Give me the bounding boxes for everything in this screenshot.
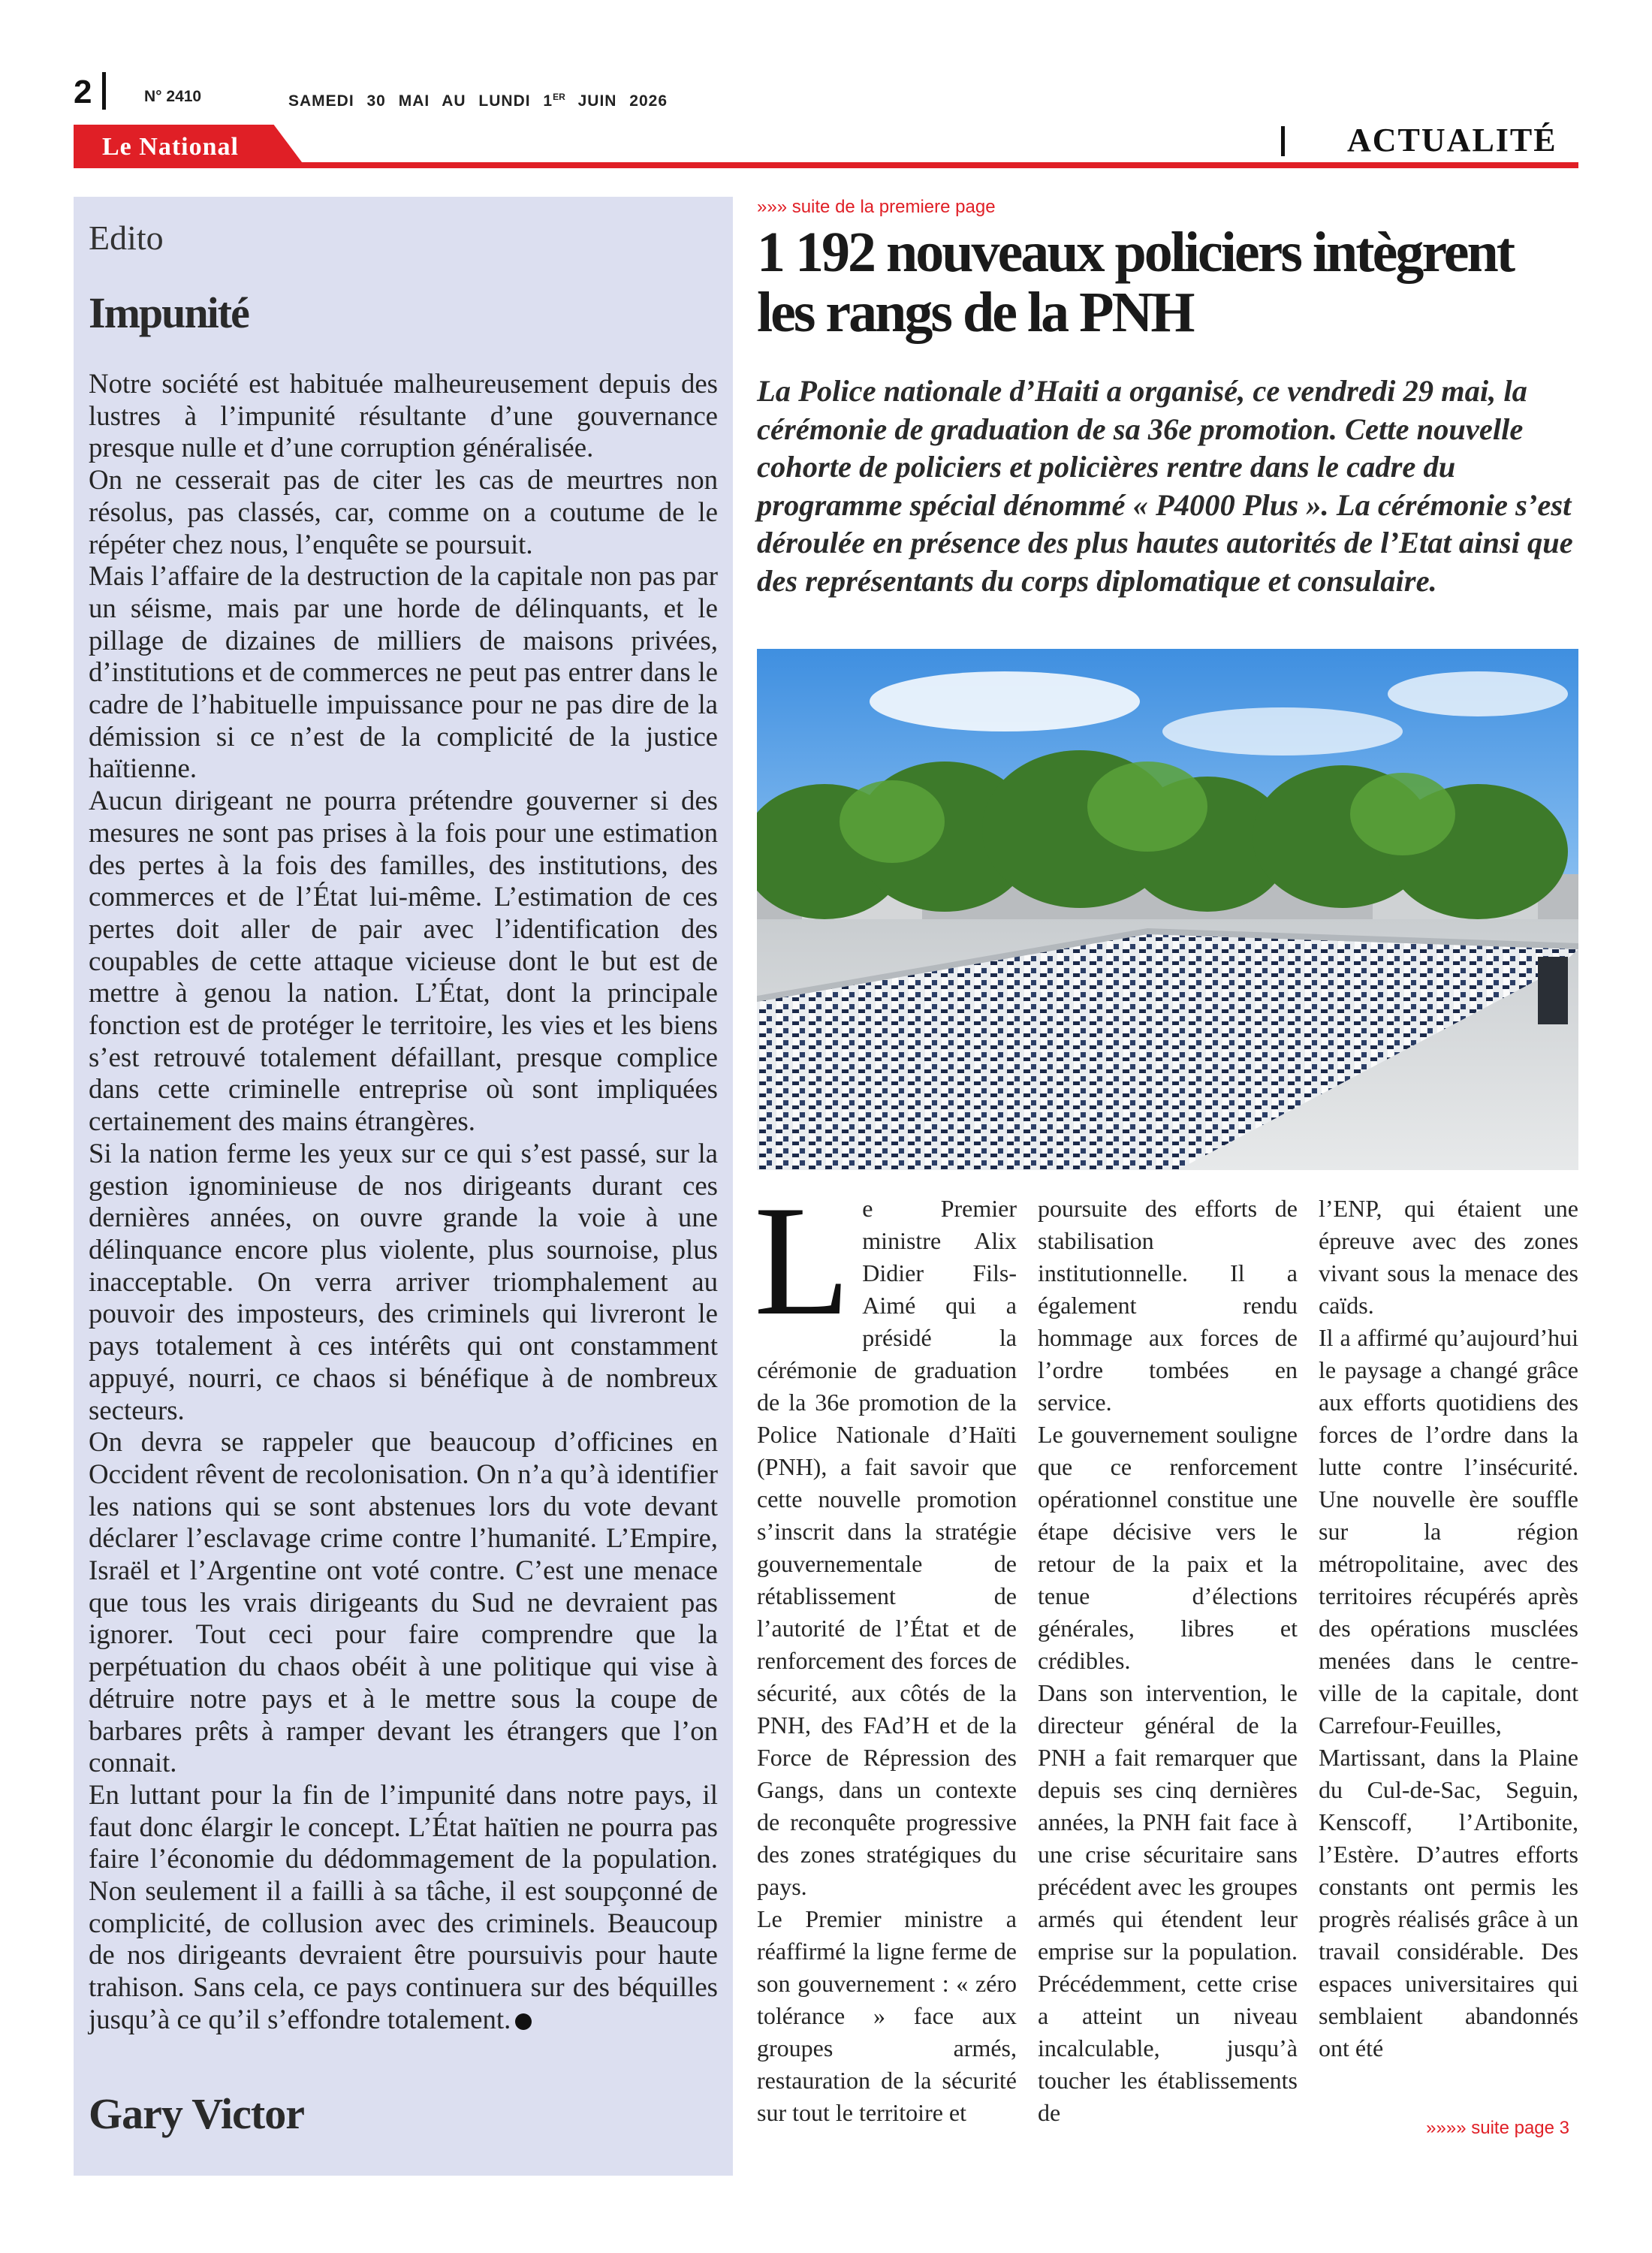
edito-kicker: Edito xyxy=(89,219,164,257)
edito-body xyxy=(89,368,718,2036)
article-paragraph: Dans son intervention, le directeur général de la PNH a fait remarquer que depuis ses cinq dernières années, la PNH fait face à une crise sécuritaire sans précédent avec les groupes armés qui étendent leur emprise sur la population. Précédemment, cette crise a atteint un niveau incalculable, jusqu’à toucher les établissements de xyxy=(1038,1679,1298,2126)
issue-date xyxy=(288,87,668,111)
continued-from-link[interactable]: »»» suite de la premiere page xyxy=(757,197,996,217)
edito-paragraph-text: En luttant pour la fin de l’impunité dans notre pays, il faut donc élargir le concept. L’État haïtien ne pourra pas faire l’économie du dédommagement de la population. Non seulement il a failli à sa tâche, il est soupçonné de complicité, de collusion avec des criminels. Beaucoup de nos dirigeants devraient être poursuivis pour haute trahison. Sans cela, ce pays continuera sur des béquilles jusqu’à ce qu’il s’effondre totalement. xyxy=(89,1778,718,2034)
edito-paragraph: Aucun dirigeant ne pourra prétendre gouverner si des mesures ne sont pas prises à la fois pour une estimation des pertes à la fois des familles, des institutions, des commerces et de l’État lui-même. L’estimation de ces pertes doit aller de pair avec l’identification des coupables de cette attaque vicieuse dont le but est de mettre à genou la nation. L’État, dont la principale fonction est de protéger le territoire, les vies et les biens s’est retrouvé totalement défaillant, presque complice dans cette criminelle entreprise où sont impliquées certainement des mains étrangères. xyxy=(89,785,718,1137)
issue-date-end: JUIN 2026 xyxy=(565,92,668,110)
issue-number: N° 2410 xyxy=(144,88,202,105)
drop-cap: L xyxy=(754,1174,851,1348)
article-headline: 1 192 nouveaux policiers intègrent les rangs de la PNH xyxy=(757,221,1514,344)
article-paragraph: e Premier ministre Alix Didier Fils-Aimé qui a présidé la cérémonie de graduation de la 36e promotion de la Police Nationale d’Haïti (PNH), a fait savoir que cette nouvelle promotion s’inscrit dans la stratégie gouvernementale de rétablissement de l’autorité de l’État et de renforcement des forces de sécurité, aux côtés de la PNH, des FAd’H et de la Force de Répression des Gangs, dans un contexte de reconquête progressive des zones stratégiques du pays. xyxy=(757,1195,1017,1900)
edito-paragraph: Notre société est habituée malheureusement depuis des lustres à l’impunité résultante d’une gouvernance presque nulle et d’une corruption généralisée. xyxy=(89,368,718,463)
article-column-2 xyxy=(1038,1193,1298,2129)
article-lead: La Police nationale d’Haiti a organisé, ce vendredi 29 mai, la cérémonie de graduation de sa 36e promotion. Cette nouvelle cohorte de policiers et policières rentre dans le cadre du programme spécial dénommé « P4000 Plus ». La cérémonie s’est déroulée en présence des plus hautes autorités de l’Etat ainsi que des représentants du corps diplomatique et consulaire. xyxy=(757,374,1573,598)
article-paragraph: poursuite des efforts de stabilisation institutionnelle. Il a également rendu hommage aux forces de l’ordre tombées en service. xyxy=(1038,1195,1298,1416)
article-paragraph: l’ENP, qui étaient une épreuve avec des zones vivant sous la menace des caïds. xyxy=(1319,1195,1578,1319)
article-column-3 xyxy=(1319,1193,1578,2064)
issue-date-sup: ER xyxy=(553,92,565,102)
end-mark-icon xyxy=(515,2013,532,2030)
article-photo xyxy=(757,649,1578,1170)
section-divider xyxy=(1281,126,1285,156)
edito-paragraph: Si la nation ferme les yeux sur ce qui s’est passé, sur la gestion ignominieuse de nos dirigeants durant ces dernières années, on ouvre grande la voie à une délinquance encore plus violente, plus sournoise, plus inacceptable. On verra arriver triomphalement au pouvoir des imposteurs, des criminels qui livreront le pays totalement à ces intérêts qui ont constamment appuyé, nourri, ce chaos si bénéfique à de nombreux secteurs. xyxy=(89,1137,718,1425)
brand-logo-text: Le National xyxy=(102,133,239,161)
continued-to-link[interactable]: »»»» suite page 3 xyxy=(1426,2118,1569,2138)
edito-paragraph: On devra se rappeler que beaucoup d’officines en Occident rêvent de recolonisation. On n’a qu’à identifier les nations qui se sont abstenues lors du vote devant déclarer l’esclavage crime contre l’humanité. L’Empire, Israël et l’Argentine ont voté contre. C’est une menace que tous les vrais dirigeants du Sud ne devraient pas ignorer. Tout ceci pour faire comprendre que la perpétuation du chaos obéit à une politique qui vise à détruire notre pays et à le mettre sous la coupe de barbares prêts à ramper devant les étrangers que l’on connait. xyxy=(89,1426,718,1778)
issue-date-main: SAMEDI 30 MAI AU LUNDI 1 xyxy=(288,92,553,110)
article-column-1 xyxy=(754,1174,1017,2129)
page-number: 2 xyxy=(74,74,92,110)
article-paragraph: Il a affirmé qu’aujourd’hui le paysage a changé grâce aux efforts quotidiens des forces de l’ordre dans la lutte contre l’insécurité. Une nouvelle ère souffle sur la région métropolitaine, avec des territoires récupérés après des opérations musclées menées dans le centre-ville de la capitale, dont Carrefour-Feuilles, Martissant, dans la Plaine du Cul-de-Sac, Seguin, Kenscoff, l’Artibonite, l’Estère. D’autres efforts constants ont permis les progrès réalisés grâce à un travail considérable. Des espaces universitaires qui semblaient abandonnés ont été xyxy=(1319,1324,1578,2061)
section-title: ACTUALITÉ xyxy=(1347,122,1557,158)
page-number-divider xyxy=(102,72,106,110)
parade-photo-illustration xyxy=(757,649,1578,1170)
edito-paragraph-last xyxy=(89,1779,718,2036)
edito-author: Gary Victor xyxy=(89,2089,304,2138)
article-paragraph: Le gouvernement souligne que ce renforcement opérationnel constitue une étape décisive vers le retour de la paix et la tenue d’élections générales, libres et crédibles. xyxy=(1038,1421,1298,1674)
header-rule xyxy=(74,162,1578,168)
edito-paragraph: Mais l’affaire de la destruction de la capitale non pas par un séisme, mais par une horde de délinquants, et le pillage de dizaines de milliers de maisons privées, d’institutions et de commerces ne peut pas entrer dans le cadre de l’habituelle impuissance pour ne pas dire de la démission si ce n’est de la complicité de la justice haïtienne. xyxy=(89,560,718,784)
article-paragraph: Le Premier ministre a réaffirmé la ligne ferme de son gouvernement : « zéro tolérance » face aux groupes armés, restauration de la sécurité sur tout le territoire et xyxy=(757,1905,1017,2126)
edito-title: Impunité xyxy=(89,288,249,337)
edito-paragraph: On ne cesserait pas de citer les cas de meurtres non résolus, pas classés, car, comme on a coutume de le répéter chez nous, l’enquête se poursuit. xyxy=(89,464,718,559)
